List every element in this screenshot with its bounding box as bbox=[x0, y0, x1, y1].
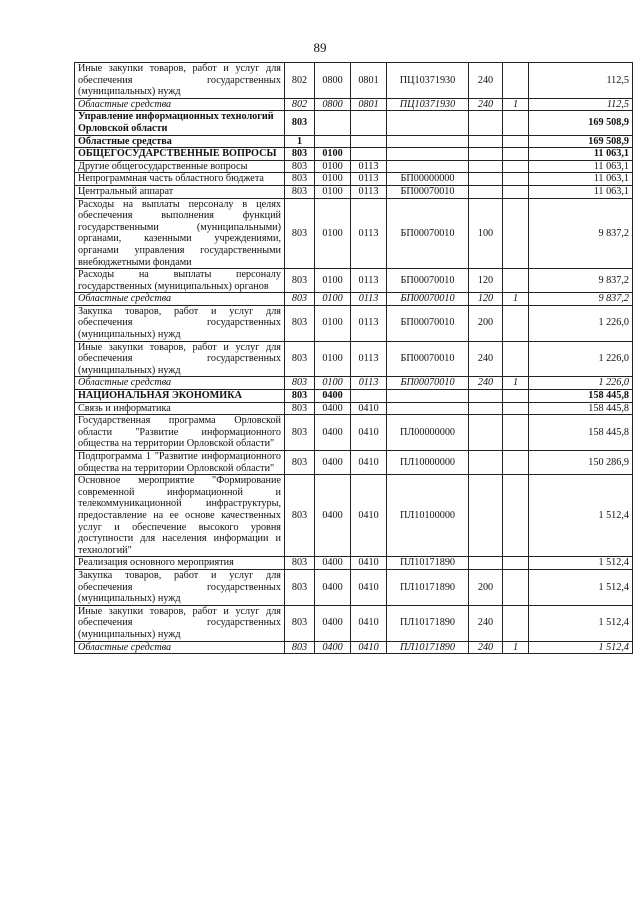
cell-section: 0100 bbox=[315, 341, 351, 377]
cell-amount: 158 445,8 bbox=[529, 415, 633, 451]
cell-target-article: БП00000000 bbox=[387, 173, 469, 186]
cell-source bbox=[503, 605, 529, 641]
cell-amount: 1 512,4 bbox=[529, 605, 633, 641]
cell-source bbox=[503, 341, 529, 377]
cell-amount: 1 226,0 bbox=[529, 377, 633, 390]
table-row bbox=[75, 269, 633, 293]
cell-section: 0100 bbox=[315, 305, 351, 341]
cell-section bbox=[315, 111, 351, 135]
cell-source: 1 bbox=[503, 293, 529, 306]
table-row bbox=[75, 63, 633, 99]
cell-subsection: 0113 bbox=[351, 185, 387, 198]
cell-name: Расходы на выплаты персоналу государственных (муниципальных) органов bbox=[75, 269, 285, 293]
cell-name: Закупка товаров, работ и услуг для обеспечения государственных (муниципальных) нужд bbox=[75, 305, 285, 341]
cell-expense-type bbox=[469, 135, 503, 148]
cell-code: 803 bbox=[285, 605, 315, 641]
cell-subsection: 0410 bbox=[351, 415, 387, 451]
cell-target-article: ПЛ10171890 bbox=[387, 557, 469, 570]
table-row bbox=[75, 605, 633, 641]
cell-amount: 169 508,9 bbox=[529, 111, 633, 135]
cell-subsection: 0410 bbox=[351, 451, 387, 475]
cell-target-article bbox=[387, 148, 469, 161]
cell-name: Областные средства bbox=[75, 98, 285, 111]
cell-section: 0100 bbox=[315, 198, 351, 269]
cell-name: Государственная программа Орловской области "Развитие информационного общества на территории Орловской области" bbox=[75, 415, 285, 451]
cell-expense-type bbox=[469, 148, 503, 161]
cell-subsection: 0113 bbox=[351, 269, 387, 293]
cell-name: Подпрограмма 1 "Развитие информационного общества на территории Орловской области" bbox=[75, 451, 285, 475]
cell-target-article: ПЛ10171890 bbox=[387, 569, 469, 605]
cell-expense-type bbox=[469, 557, 503, 570]
cell-code: 803 bbox=[285, 557, 315, 570]
cell-expense-type: 240 bbox=[469, 341, 503, 377]
cell-subsection: 0410 bbox=[351, 605, 387, 641]
cell-subsection: 0410 bbox=[351, 569, 387, 605]
table-row bbox=[75, 475, 633, 557]
cell-source bbox=[503, 160, 529, 173]
table-row bbox=[75, 402, 633, 415]
cell-name: НАЦИОНАЛЬНАЯ ЭКОНОМИКА bbox=[75, 390, 285, 403]
cell-source: 1 bbox=[503, 641, 529, 654]
cell-section: 0100 bbox=[315, 377, 351, 390]
cell-section: 0400 bbox=[315, 475, 351, 557]
cell-name: Другие общегосударственные вопросы bbox=[75, 160, 285, 173]
cell-source bbox=[503, 135, 529, 148]
cell-code: 1 bbox=[285, 135, 315, 148]
cell-code: 803 bbox=[285, 415, 315, 451]
cell-expense-type bbox=[469, 160, 503, 173]
table-row bbox=[75, 341, 633, 377]
cell-expense-type: 240 bbox=[469, 377, 503, 390]
cell-code: 803 bbox=[285, 198, 315, 269]
table-row bbox=[75, 185, 633, 198]
cell-expense-type: 240 bbox=[469, 98, 503, 111]
cell-expense-type: 120 bbox=[469, 269, 503, 293]
cell-amount: 1 512,4 bbox=[529, 557, 633, 570]
table-row bbox=[75, 569, 633, 605]
cell-name: Непрограммная часть областного бюджета bbox=[75, 173, 285, 186]
cell-expense-type bbox=[469, 111, 503, 135]
cell-code: 803 bbox=[285, 305, 315, 341]
cell-section: 0400 bbox=[315, 415, 351, 451]
cell-name: Центральный аппарат bbox=[75, 185, 285, 198]
cell-target-article: БП00070010 bbox=[387, 185, 469, 198]
cell-source bbox=[503, 415, 529, 451]
cell-code: 803 bbox=[285, 269, 315, 293]
cell-amount: 112,5 bbox=[529, 63, 633, 99]
cell-section: 0400 bbox=[315, 557, 351, 570]
cell-expense-type bbox=[469, 415, 503, 451]
cell-name: Областные средства bbox=[75, 293, 285, 306]
table-row bbox=[75, 160, 633, 173]
cell-subsection bbox=[351, 111, 387, 135]
cell-expense-type: 120 bbox=[469, 293, 503, 306]
cell-code: 803 bbox=[285, 641, 315, 654]
cell-code: 803 bbox=[285, 475, 315, 557]
table-row bbox=[75, 173, 633, 186]
cell-code: 803 bbox=[285, 341, 315, 377]
table-row bbox=[75, 451, 633, 475]
cell-expense-type bbox=[469, 402, 503, 415]
cell-subsection: 0410 bbox=[351, 557, 387, 570]
cell-source bbox=[503, 305, 529, 341]
table-body bbox=[75, 63, 633, 654]
cell-expense-type: 100 bbox=[469, 198, 503, 269]
cell-amount: 11 063,1 bbox=[529, 185, 633, 198]
cell-section: 0100 bbox=[315, 185, 351, 198]
cell-section: 0400 bbox=[315, 402, 351, 415]
cell-code: 803 bbox=[285, 293, 315, 306]
cell-subsection bbox=[351, 148, 387, 161]
cell-name: Реализация основного мероприятия bbox=[75, 557, 285, 570]
cell-amount: 9 837,2 bbox=[529, 269, 633, 293]
cell-amount: 158 445,8 bbox=[529, 402, 633, 415]
cell-subsection: 0113 bbox=[351, 173, 387, 186]
cell-expense-type: 240 bbox=[469, 63, 503, 99]
cell-name: Закупка товаров, работ и услуг для обеспечения государственных (муниципальных) нужд bbox=[75, 569, 285, 605]
cell-section bbox=[315, 135, 351, 148]
cell-code: 803 bbox=[285, 390, 315, 403]
cell-target-article bbox=[387, 135, 469, 148]
cell-name: Управление информационных технологий Орловской области bbox=[75, 111, 285, 135]
cell-source bbox=[503, 557, 529, 570]
cell-target-article bbox=[387, 111, 469, 135]
cell-code: 803 bbox=[285, 185, 315, 198]
cell-name: Основное мероприятие "Формирование современной информационной и телекоммуникационной инфраструктуры, предоставление на ее основе качественных услуг и обеспечение высокого уровня доступности для населения информации и технологий" bbox=[75, 475, 285, 557]
cell-target-article: ПЦ10371930 bbox=[387, 63, 469, 99]
cell-expense-type bbox=[469, 173, 503, 186]
table-row bbox=[75, 111, 633, 135]
budget-table bbox=[74, 62, 633, 654]
table-row bbox=[75, 415, 633, 451]
cell-name: Расходы на выплаты персоналу в целях обеспечения выполнения функций государственными (муниципальными) органами, казенными учреждениями, органами управления государственными внебюджетными фондами bbox=[75, 198, 285, 269]
cell-target-article: БП00070010 bbox=[387, 198, 469, 269]
cell-amount: 1 512,4 bbox=[529, 569, 633, 605]
cell-expense-type bbox=[469, 185, 503, 198]
cell-source bbox=[503, 569, 529, 605]
cell-code: 803 bbox=[285, 148, 315, 161]
cell-source bbox=[503, 173, 529, 186]
cell-source: 1 bbox=[503, 98, 529, 111]
cell-name: Областные средства bbox=[75, 135, 285, 148]
cell-expense-type: 200 bbox=[469, 305, 503, 341]
cell-amount: 1 512,4 bbox=[529, 641, 633, 654]
cell-target-article: ПЛ10171890 bbox=[387, 605, 469, 641]
table-row bbox=[75, 148, 633, 161]
cell-expense-type bbox=[469, 390, 503, 403]
cell-source bbox=[503, 402, 529, 415]
cell-section: 0400 bbox=[315, 569, 351, 605]
cell-section: 0800 bbox=[315, 63, 351, 99]
cell-code: 803 bbox=[285, 377, 315, 390]
table-row bbox=[75, 377, 633, 390]
cell-amount: 9 837,2 bbox=[529, 198, 633, 269]
cell-source bbox=[503, 475, 529, 557]
cell-subsection: 0113 bbox=[351, 341, 387, 377]
cell-amount: 150 286,9 bbox=[529, 451, 633, 475]
cell-code: 802 bbox=[285, 98, 315, 111]
cell-name: Связь и информатика bbox=[75, 402, 285, 415]
cell-code: 803 bbox=[285, 160, 315, 173]
cell-section: 0100 bbox=[315, 160, 351, 173]
cell-subsection: 0113 bbox=[351, 198, 387, 269]
cell-subsection: 0113 bbox=[351, 377, 387, 390]
page-number: 89 bbox=[313, 40, 327, 55]
cell-amount: 11 063,1 bbox=[529, 173, 633, 186]
cell-target-article: ПЛ00000000 bbox=[387, 415, 469, 451]
cell-subsection: 0113 bbox=[351, 160, 387, 173]
cell-target-article: БП00070010 bbox=[387, 293, 469, 306]
table-row bbox=[75, 305, 633, 341]
cell-expense-type: 240 bbox=[469, 641, 503, 654]
cell-source bbox=[503, 451, 529, 475]
cell-name: Иные закупки товаров, работ и услуг для обеспечения государственных (муниципальных) нужд bbox=[75, 63, 285, 99]
cell-section: 0400 bbox=[315, 641, 351, 654]
table-row bbox=[75, 293, 633, 306]
table-row bbox=[75, 557, 633, 570]
cell-target-article: ПЛ10100000 bbox=[387, 475, 469, 557]
cell-expense-type: 200 bbox=[469, 569, 503, 605]
cell-amount: 1 226,0 bbox=[529, 305, 633, 341]
cell-subsection: 0801 bbox=[351, 98, 387, 111]
table-row bbox=[75, 641, 633, 654]
cell-name: Иные закупки товаров, работ и услуг для обеспечения государственных (муниципальных) нужд bbox=[75, 605, 285, 641]
cell-target-article: БП00070010 bbox=[387, 341, 469, 377]
cell-amount: 11 063,1 bbox=[529, 148, 633, 161]
cell-source bbox=[503, 390, 529, 403]
cell-subsection: 0410 bbox=[351, 641, 387, 654]
cell-amount: 11 063,1 bbox=[529, 160, 633, 173]
cell-section: 0800 bbox=[315, 98, 351, 111]
cell-target-article: ПЛ10000000 bbox=[387, 451, 469, 475]
cell-target-article bbox=[387, 160, 469, 173]
cell-amount: 158 445,8 bbox=[529, 390, 633, 403]
cell-expense-type bbox=[469, 451, 503, 475]
cell-amount: 169 508,9 bbox=[529, 135, 633, 148]
cell-source bbox=[503, 185, 529, 198]
table-row bbox=[75, 135, 633, 148]
cell-source bbox=[503, 63, 529, 99]
cell-subsection: 0801 bbox=[351, 63, 387, 99]
cell-amount: 112,5 bbox=[529, 98, 633, 111]
cell-code: 802 bbox=[285, 63, 315, 99]
cell-name: ОБЩЕГОСУДАРСТВЕННЫЕ ВОПРОСЫ bbox=[75, 148, 285, 161]
cell-code: 803 bbox=[285, 402, 315, 415]
cell-name: Областные средства bbox=[75, 377, 285, 390]
cell-code: 803 bbox=[285, 451, 315, 475]
cell-target-article: БП00070010 bbox=[387, 269, 469, 293]
cell-target-article: БП00070010 bbox=[387, 377, 469, 390]
cell-section: 0400 bbox=[315, 390, 351, 403]
cell-target-article: БП00070010 bbox=[387, 305, 469, 341]
cell-source bbox=[503, 198, 529, 269]
cell-section: 0100 bbox=[315, 293, 351, 306]
cell-section: 0100 bbox=[315, 269, 351, 293]
cell-amount: 9 837,2 bbox=[529, 293, 633, 306]
cell-target-article bbox=[387, 402, 469, 415]
cell-expense-type bbox=[469, 475, 503, 557]
cell-subsection: 0113 bbox=[351, 293, 387, 306]
cell-subsection bbox=[351, 390, 387, 403]
cell-section: 0400 bbox=[315, 451, 351, 475]
cell-target-article: ПЛ10171890 bbox=[387, 641, 469, 654]
cell-section: 0100 bbox=[315, 148, 351, 161]
cell-source bbox=[503, 269, 529, 293]
table-row bbox=[75, 198, 633, 269]
cell-section: 0100 bbox=[315, 173, 351, 186]
cell-name: Иные закупки товаров, работ и услуг для обеспечения государственных (муниципальных) нужд bbox=[75, 341, 285, 377]
cell-subsection: 0113 bbox=[351, 305, 387, 341]
cell-section: 0400 bbox=[315, 605, 351, 641]
cell-code: 803 bbox=[285, 111, 315, 135]
cell-subsection bbox=[351, 135, 387, 148]
cell-code: 803 bbox=[285, 173, 315, 186]
cell-source bbox=[503, 148, 529, 161]
cell-amount: 1 226,0 bbox=[529, 341, 633, 377]
cell-target-article bbox=[387, 390, 469, 403]
cell-source bbox=[503, 111, 529, 135]
cell-subsection: 0410 bbox=[351, 402, 387, 415]
cell-name: Областные средства bbox=[75, 641, 285, 654]
cell-target-article: ПЦ10371930 bbox=[387, 98, 469, 111]
table-row bbox=[75, 390, 633, 403]
cell-subsection: 0410 bbox=[351, 475, 387, 557]
cell-amount: 1 512,4 bbox=[529, 475, 633, 557]
cell-source: 1 bbox=[503, 377, 529, 390]
table-row bbox=[75, 98, 633, 111]
cell-expense-type: 240 bbox=[469, 605, 503, 641]
cell-code: 803 bbox=[285, 569, 315, 605]
